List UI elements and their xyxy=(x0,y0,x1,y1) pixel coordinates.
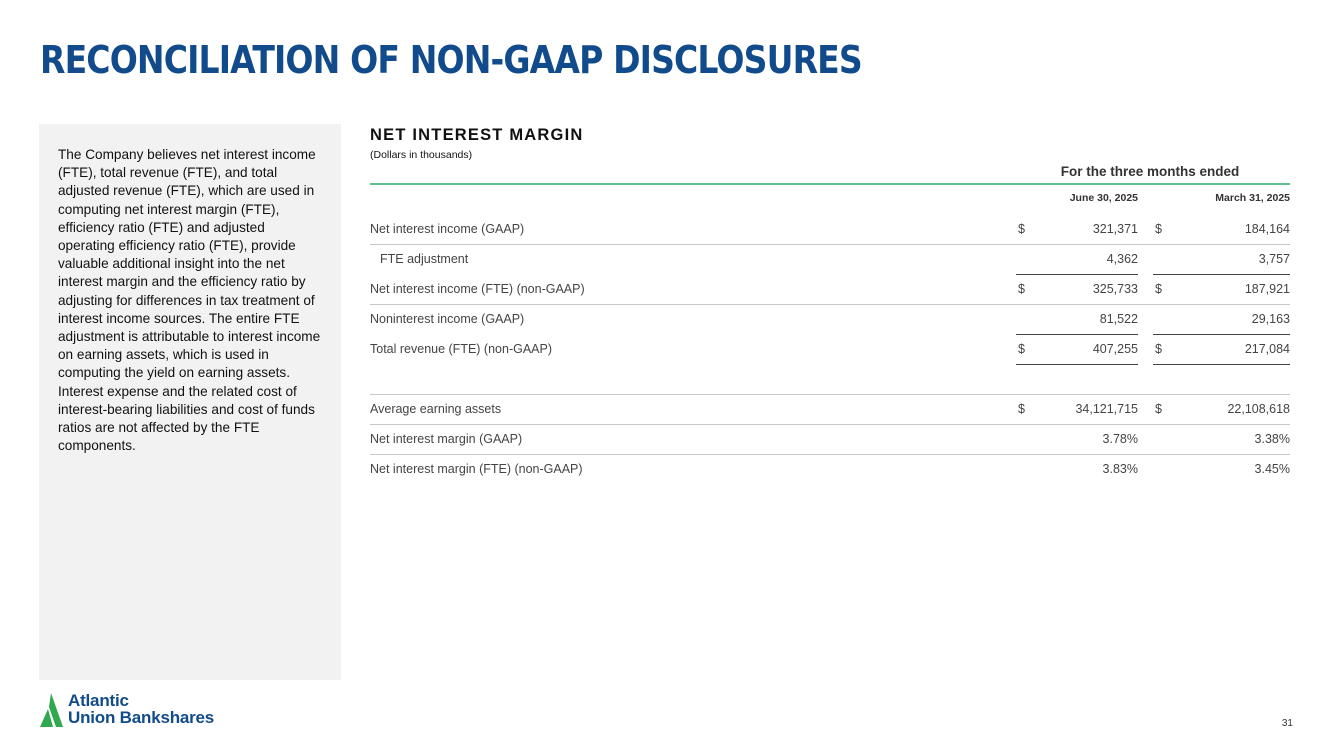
currency-symbol: $ xyxy=(1155,282,1162,296)
page-title: RECONCILIATION OF NON-GAAP DISCLOSURES xyxy=(40,38,862,82)
value-march: 3.38% xyxy=(1254,432,1290,446)
page-number: 31 xyxy=(1281,718,1293,729)
section-subtitle: (Dollars in thousands) xyxy=(370,149,473,161)
section-title: NET INTEREST MARGIN xyxy=(370,126,584,144)
header-divider xyxy=(370,183,1290,185)
row-label: Noninterest income (GAAP) xyxy=(370,312,525,326)
table-row xyxy=(370,425,1290,455)
table-row xyxy=(370,245,1290,275)
column-header-june: June 30, 2025 xyxy=(1069,192,1138,204)
row-label: Total revenue (FTE) (non-GAAP) xyxy=(370,342,553,356)
sidebar-description: The Company believes net interest income (FTE), total revenue (FTE), and total adjusted revenue (FTE), which are used in computing net interest margin (FTE), efficiency ratio (FTE) and adjusted operating efficiency ratio (FTE), provide valuable additional insight into the net interest margin and the efficiency ratio by adjusting for differences in tax treatment of interest income sources. The entire FTE adjustment is attributable to interest income on earning assets, which is used in computing the yield on earning assets. Interest expense and the related cost of interest-bearing liabilities and cost of funds ratios are not affected by the FTE components. xyxy=(58,147,321,454)
value-march: 29,163 xyxy=(1251,312,1290,326)
value-march: 184,164 xyxy=(1244,222,1290,236)
value-march: 217,084 xyxy=(1244,342,1290,356)
data-table xyxy=(370,215,1290,485)
table-spacer xyxy=(370,365,1290,395)
table-row xyxy=(370,275,1290,305)
table-row xyxy=(370,455,1290,485)
value-june: 4,362 xyxy=(1106,252,1138,266)
value-march: 3.45% xyxy=(1254,462,1290,476)
currency-symbol: $ xyxy=(1018,282,1025,296)
column-header-march: March 31, 2025 xyxy=(1215,192,1290,204)
sidebar-panel xyxy=(39,124,341,680)
value-march: 3,757 xyxy=(1258,252,1290,266)
table-row xyxy=(370,305,1290,335)
company-logo xyxy=(39,692,279,728)
row-label: Net interest income (GAAP) xyxy=(370,222,525,236)
currency-symbol: $ xyxy=(1155,222,1162,236)
value-june: 81,522 xyxy=(1099,312,1138,326)
row-label: Net interest margin (GAAP) xyxy=(370,432,523,446)
table-row xyxy=(370,215,1290,245)
currency-symbol: $ xyxy=(1155,402,1162,416)
value-march: 22,108,618 xyxy=(1227,402,1290,416)
value-march: 187,921 xyxy=(1244,282,1290,296)
period-header: For the three months ended xyxy=(1060,164,1240,179)
value-june: 325,733 xyxy=(1092,282,1138,296)
logo-wordmark xyxy=(68,692,214,726)
table-row xyxy=(370,395,1290,425)
logo-line-1: Atlantic xyxy=(68,691,129,710)
table-row xyxy=(370,335,1290,365)
row-label: FTE adjustment xyxy=(380,252,469,266)
currency-symbol: $ xyxy=(1018,342,1025,356)
row-label: Average earning assets xyxy=(370,402,502,416)
value-june: 34,121,715 xyxy=(1075,402,1138,416)
row-label: Net interest income (FTE) (non-GAAP) xyxy=(370,282,585,296)
logo-line-2: Union Bankshares xyxy=(68,708,215,727)
logo-mark-icon xyxy=(39,693,67,727)
row-label: Net interest margin (FTE) (non-GAAP) xyxy=(370,462,583,476)
value-june: 3.83% xyxy=(1102,462,1138,476)
currency-symbol: $ xyxy=(1155,342,1162,356)
value-june: 3.78% xyxy=(1102,432,1138,446)
currency-symbol: $ xyxy=(1018,222,1025,236)
value-june: 407,255 xyxy=(1092,342,1138,356)
value-june: 321,371 xyxy=(1092,222,1138,236)
currency-symbol: $ xyxy=(1018,402,1025,416)
